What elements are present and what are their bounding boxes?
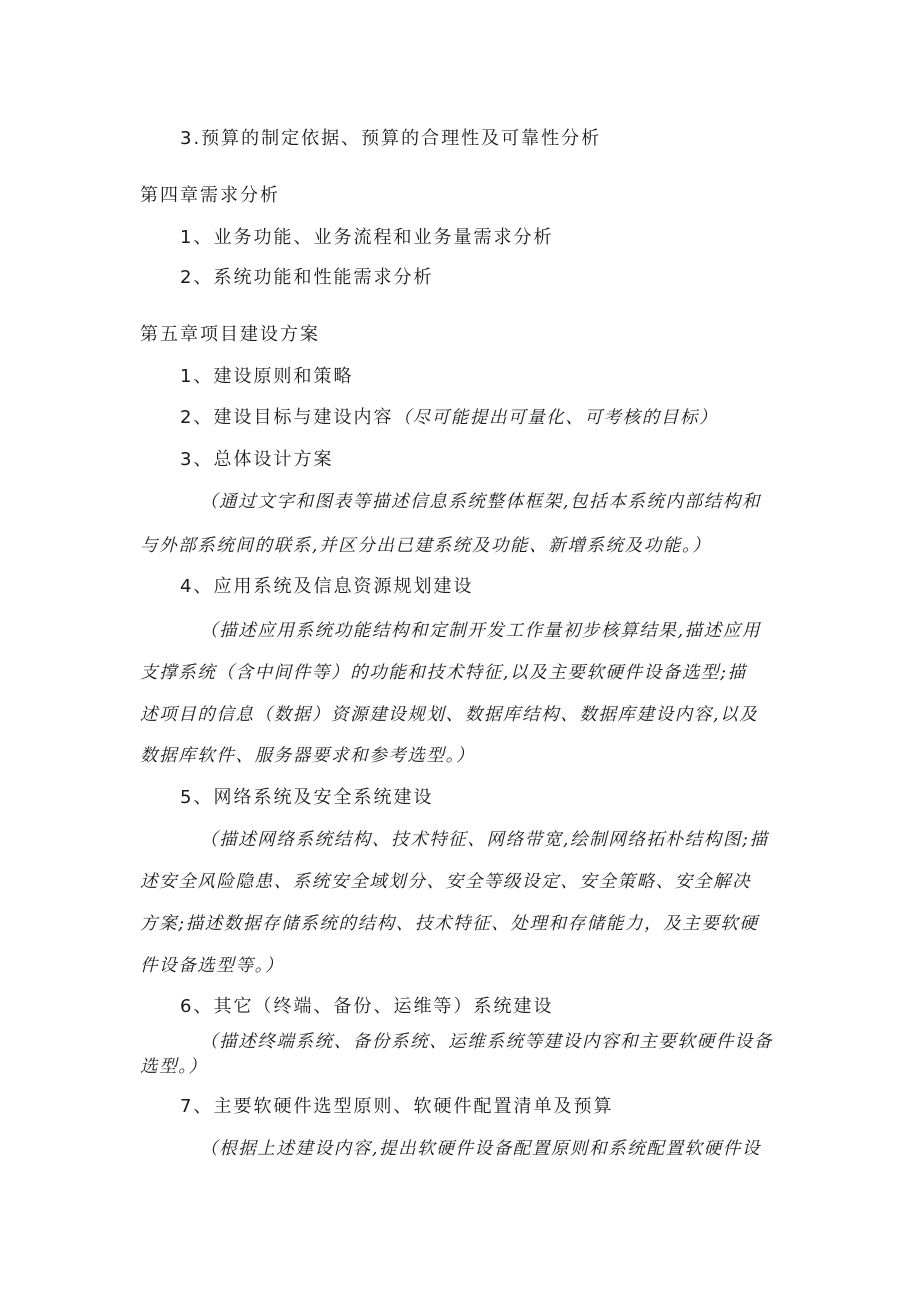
overall-design-note-1: （通过文字和图表等描述信息系统整体框架,包括本系统内部结构和 [200, 492, 762, 512]
chapter-5-heading: 第五章项目建设方案 [140, 324, 320, 345]
network-note-2: 述安全风险隐患、系统安全域划分、安全等级设定、安全策略、安全解决 [140, 872, 752, 892]
other-systems-note-1: （描述终端系统、备份系统、运维系统等建设内容和主要软硬件设备 [200, 1032, 773, 1052]
other-systems-line: 6、其它（终端、备份、运维等）系统建设 [180, 996, 554, 1017]
budget-basis-line: 3.预算的制定依据、预算的合理性及可靠性分析 [180, 128, 602, 149]
application-note-4: 数据库软件、服务器要求和参考选型。） [140, 746, 476, 766]
network-note-1: （描述网络系统结构、技术特征、网络带宽,绘制网络拓朴结构图;描 [200, 830, 769, 850]
overall-design-line: 3、总体设计方案 [180, 449, 334, 470]
chapter-4-heading: 第四章需求分析 [140, 185, 280, 206]
network-note-4: 件设备选型等。） [140, 956, 285, 976]
hardware-software-line: 7、主要软硬件选型原则、软硬件配置清单及预算 [180, 1096, 614, 1117]
overall-design-note-2: 与外部系统间的联系,并区分出已建系统及功能、新增系统及功能。） [140, 536, 712, 556]
application-note-1: （描述应用系统功能结构和定制开发工作量初步核算结果,描述应用 [200, 621, 762, 641]
business-requirements-line: 1、业务功能、业务流程和业务量需求分析 [180, 227, 554, 248]
goals-note: （尽可能提出可量化、可考核的目标） [393, 408, 719, 428]
network-note-3: 方案;描述数据存储系统的结构、技术特征、处理和存储能力，及主要软硬 [140, 914, 759, 934]
hardware-software-note-1: （根据上述建设内容,提出软硬件设备配置原则和系统配置软硬件设 [200, 1139, 762, 1159]
system-requirements-line: 2、系统功能和性能需求分析 [180, 267, 434, 288]
network-security-line: 5、网络系统及安全系统建设 [180, 787, 434, 808]
application-systems-line: 4、应用系统及信息资源规划建设 [180, 576, 474, 597]
application-note-3: 述项目的信息（数据）资源建设规划、数据库结构、数据库建设内容,以及 [140, 705, 759, 725]
other-systems-note-2: 选型。） [140, 1057, 208, 1077]
principles-line: 1、建设原则和策略 [180, 366, 354, 387]
application-note-2: 支撑系统（含中间件等）的功能和技术特征,以及主要软硬件设备选型;描 [140, 663, 747, 683]
goals-text: 2、建设目标与建设内容 [180, 407, 394, 428]
goals-line [180, 406, 718, 430]
